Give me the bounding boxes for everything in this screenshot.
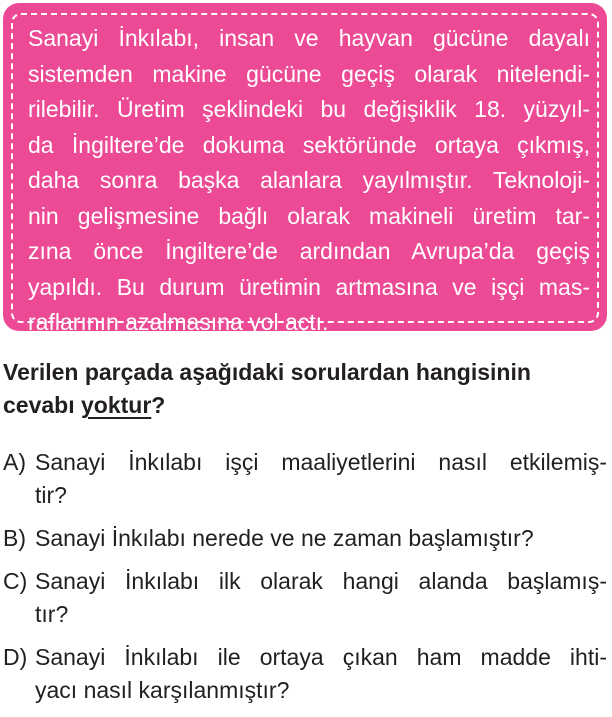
option-text: Sanayi İnkılabı nerede ve ne zaman başlamıştır? — [35, 525, 534, 551]
option-text: Sanayi İnkılabı ilk olarak hangi alanda başlamış- — [35, 568, 607, 594]
passage-line: zına önce İngiltere’de ardından Avrupa’da geçiş — [28, 238, 590, 264]
passage-line: da İngiltere’de dokuma sektöründe ortaya çıkmış, — [28, 131, 590, 158]
question-emphasis: yoktur — [81, 392, 152, 418]
answer-options — [3, 446, 607, 717]
option-d[interactable] — [3, 641, 607, 707]
option-letter: C) — [3, 568, 28, 594]
question-prefix: cevabı — [3, 392, 81, 418]
option-c[interactable] — [3, 565, 607, 631]
passage-line: raflarının azalmasına yol açtı. — [28, 309, 329, 335]
option-text: Sanayi İnkılabı ile ortaya çıkan ham madde ihti- — [35, 644, 607, 670]
option-letter: D) — [3, 644, 28, 670]
option-a[interactable] — [3, 446, 607, 512]
question-mark: ? — [151, 392, 166, 418]
passage-line: daha sonra başka alanlara yayılmıştır. Teknoloji- — [28, 167, 590, 193]
passage-line: rilebilir. Üretim şeklindeki bu değişiklik 18. yüzyıl- — [28, 96, 590, 122]
option-letter: A) — [3, 449, 26, 475]
passage-line: nin gelişmesine bağlı olarak makineli üretim tar- — [28, 202, 590, 229]
question-stem — [3, 356, 607, 422]
option-b[interactable] — [3, 522, 607, 555]
option-text: tir? — [35, 482, 67, 508]
question-line-1: Verilen parçada aşağıdaki sorulardan hangisinin — [3, 359, 531, 385]
option-text: tır? — [35, 601, 69, 627]
option-letter: B) — [3, 525, 26, 551]
passage-line: Sanayi İnkılabı, insan ve hayvan gücüne dayalı — [28, 25, 590, 51]
passage-box — [3, 3, 607, 335]
question-line-2 — [3, 389, 607, 422]
passage-line: sistemden makine gücüne geçiş olarak nitelendi- — [28, 60, 590, 87]
passage-text — [28, 21, 590, 341]
option-text: yacı nasıl karşılanmıştır? — [35, 677, 290, 703]
option-text: Sanayi İnkılabı işçi maaliyetlerini nasıl etkilemiş- — [35, 449, 607, 475]
passage-line: yapıldı. Bu durum üretimin artmasına ve işçi mas- — [28, 273, 590, 300]
